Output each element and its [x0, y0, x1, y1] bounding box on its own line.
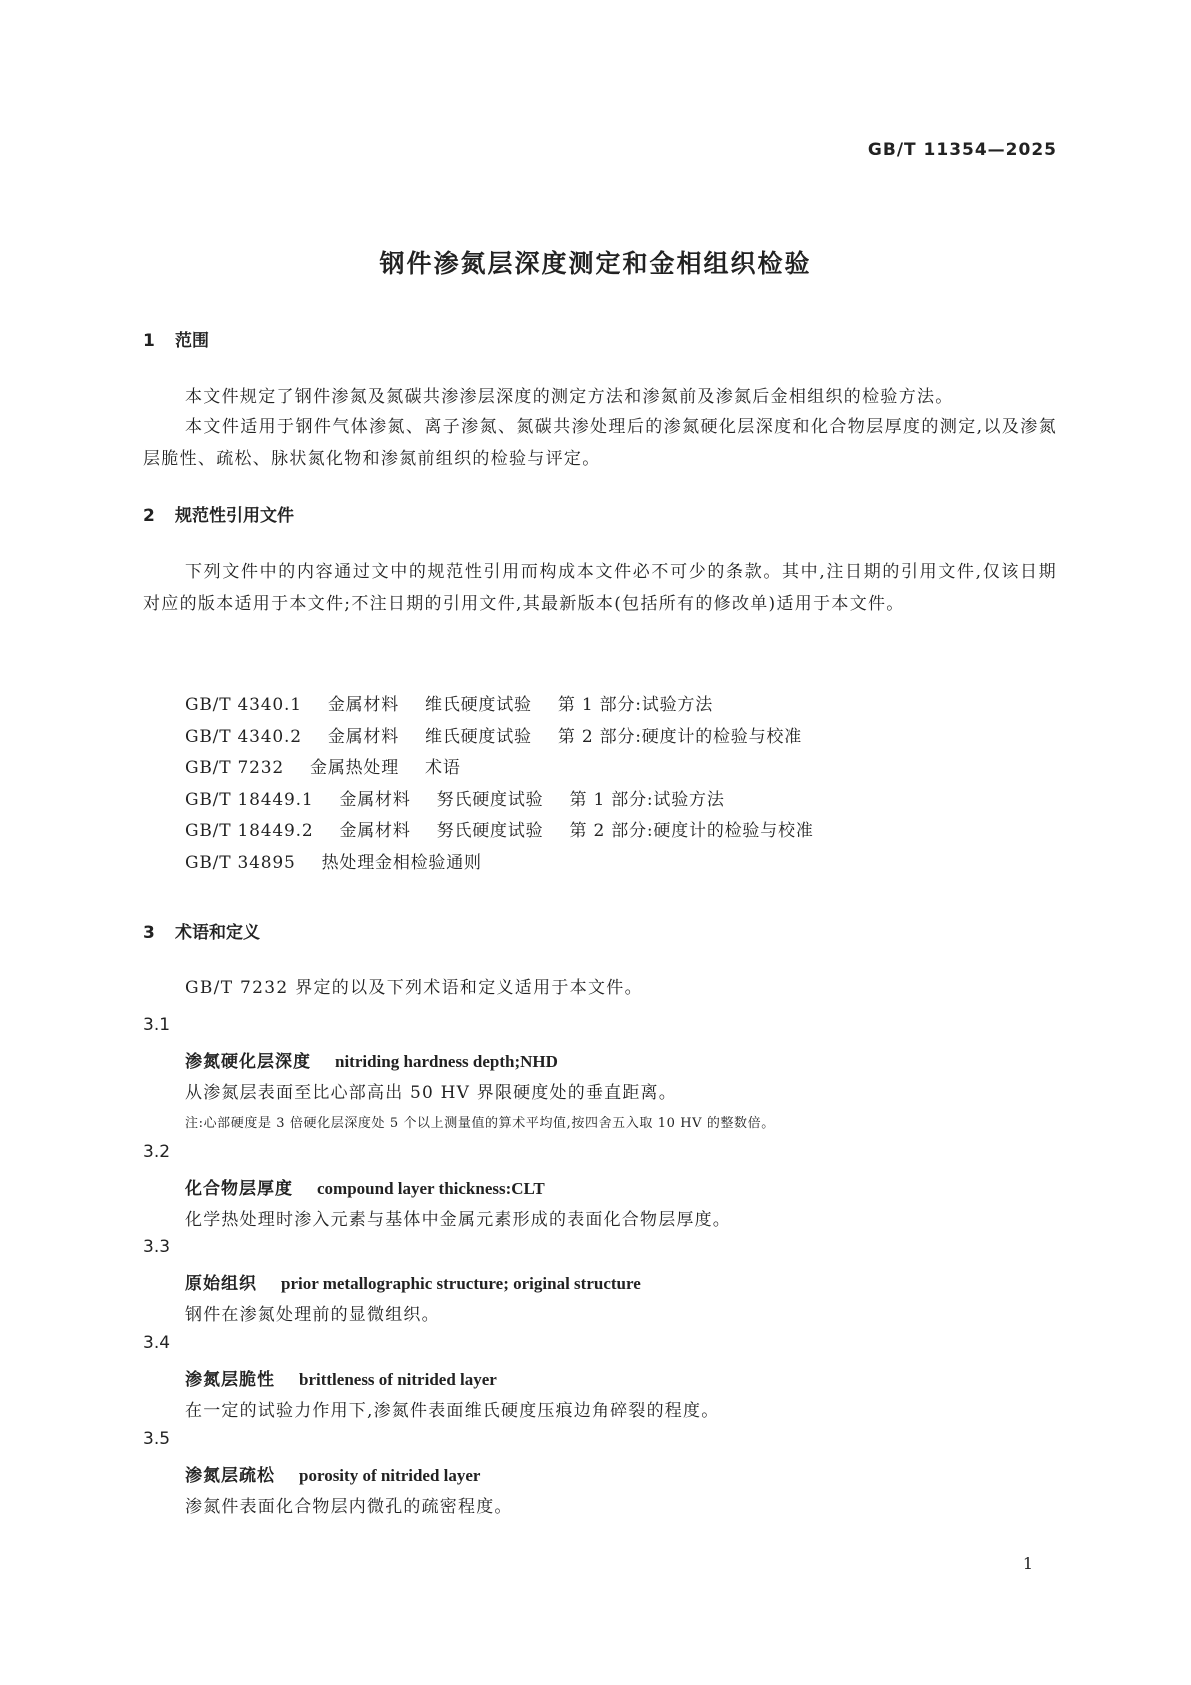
term-zh: 渗氮硬化层深度 — [185, 1052, 311, 1072]
section-number: 2 — [143, 506, 155, 526]
reference-title-part: 金属材料 — [339, 789, 411, 810]
term-heading — [185, 1365, 497, 1390]
term-number: 3.1 — [143, 1015, 171, 1035]
reference-title-part: 第 1 部分:试验方法 — [569, 789, 725, 810]
term-en: compound layer thickness:CLT — [317, 1179, 545, 1198]
reference-title-part: 第 1 部分:试验方法 — [557, 695, 713, 715]
section-title: 术语和定义 — [175, 923, 260, 943]
reference-code: GB/T 4340.1 — [185, 695, 302, 715]
reference-code: GB/T 18449.1 — [185, 789, 314, 810]
reference-item — [185, 816, 814, 848]
reference-title-part: 金属材料 — [327, 695, 400, 715]
section-1-heading — [143, 326, 209, 351]
term-heading — [185, 1174, 545, 1199]
reference-list — [185, 690, 814, 879]
reference-title-part: 金属材料 — [327, 726, 400, 747]
term-heading — [185, 1461, 480, 1486]
reference-title-part: 第 2 部分:硬度计的检验与校准 — [569, 821, 814, 841]
term-zh: 化合物层厚度 — [185, 1179, 293, 1199]
reference-title-part: 努氏硬度试验 — [436, 821, 544, 841]
reference-item — [185, 848, 814, 880]
reference-title-part: 术语 — [425, 758, 461, 778]
scope-paragraph-1: 本文件规定了钢件渗氮及氮碳共渗渗层深度的测定方法和渗氮前及渗氮后金相组织的检验方法。 — [185, 387, 954, 407]
term-definition: 渗氮件表面化合物层内微孔的疏密程度。 — [185, 1497, 513, 1517]
scope-paragraph-2: 本文件适用于钢件气体渗氮、离子渗氮、氮碳共渗处理后的渗氮硬化层深度和化合物层厚度的测定,以及渗氮层脆性、疏松、脉状氮化物和渗氮前组织的检验与评定。 — [143, 417, 1057, 469]
reference-title-part: 热处理金相检验通则 — [321, 852, 482, 873]
term-heading — [185, 1047, 558, 1072]
section-title: 范围 — [175, 331, 209, 351]
term-en: prior metallographic structure; original structure — [281, 1274, 641, 1293]
term-number: 3.2 — [143, 1142, 171, 1162]
reference-item — [185, 690, 814, 722]
reference-title-part: 维氏硬度试验 — [425, 695, 532, 715]
term-en: nitriding hardness depth;NHD — [335, 1052, 558, 1071]
terms-intro: GB/T 7232 界定的以及下列术语和定义适用于本文件。 — [185, 978, 643, 998]
term-en: porosity of nitrided layer — [299, 1466, 481, 1485]
term-definition: 在一定的试验力作用下,渗氮件表面维氏硬度压痕边角碎裂的程度。 — [185, 1401, 720, 1421]
term-heading — [185, 1269, 641, 1294]
section-2-heading — [143, 501, 294, 526]
reference-title-part: 努氏硬度试验 — [436, 789, 544, 810]
reference-code: GB/T 34895 — [185, 852, 296, 873]
section-number: 3 — [143, 923, 155, 943]
reference-title-part: 金属热处理 — [310, 758, 400, 778]
term-zh: 渗氮层疏松 — [185, 1466, 275, 1486]
term-definition: 钢件在渗氮处理前的显微组织。 — [185, 1305, 440, 1325]
reference-title-part: 金属材料 — [339, 821, 411, 841]
section-number: 1 — [143, 331, 155, 351]
reference-code: GB/T 18449.2 — [185, 821, 314, 841]
term-number: 3.3 — [143, 1237, 171, 1257]
section-title: 规范性引用文件 — [175, 506, 294, 526]
document-title: 钢件渗氮层深度测定和金相组织检验 — [379, 249, 812, 278]
term-definition: 从渗氮层表面至比心部高出 50 HV 界限硬度处的垂直距离。 — [185, 1083, 677, 1103]
reference-code: GB/T 7232 — [185, 758, 285, 778]
term-zh: 渗氮层脆性 — [185, 1370, 275, 1390]
reference-code: GB/T 4340.2 — [185, 726, 302, 747]
section-3-heading — [143, 918, 260, 943]
reference-item — [185, 722, 814, 754]
term-definition: 化学热处理时渗入元素与基体中金属元素形成的表面化合物层厚度。 — [185, 1210, 731, 1230]
reference-item — [185, 753, 814, 785]
term-note: 注:心部硬度是 3 倍硬化层深度处 5 个以上测量值的算术平均值,按四舍五入取 10 HV 的整数倍。 — [185, 1116, 775, 1131]
term-number: 3.5 — [143, 1429, 171, 1449]
normative-intro: 下列文件中的内容通过文中的规范性引用而构成本文件必不可少的条款。其中,注日期的引用文件,仅该日期对应的版本适用于本文件;不注日期的引用文件,其最新版本(包括所有的修改单)适用于本文件。 — [143, 562, 1057, 614]
term-number: 3.4 — [143, 1333, 171, 1353]
reference-item — [185, 785, 814, 817]
page-number: 1 — [1022, 1554, 1033, 1573]
reference-title-part: 第 2 部分:硬度计的检验与校准 — [557, 726, 802, 747]
reference-title-part: 维氏硬度试验 — [425, 726, 532, 747]
term-en: brittleness of nitrided layer — [299, 1370, 497, 1389]
standard-number: GB/T 11354—2025 — [867, 140, 1057, 160]
term-zh: 原始组织 — [185, 1274, 257, 1294]
